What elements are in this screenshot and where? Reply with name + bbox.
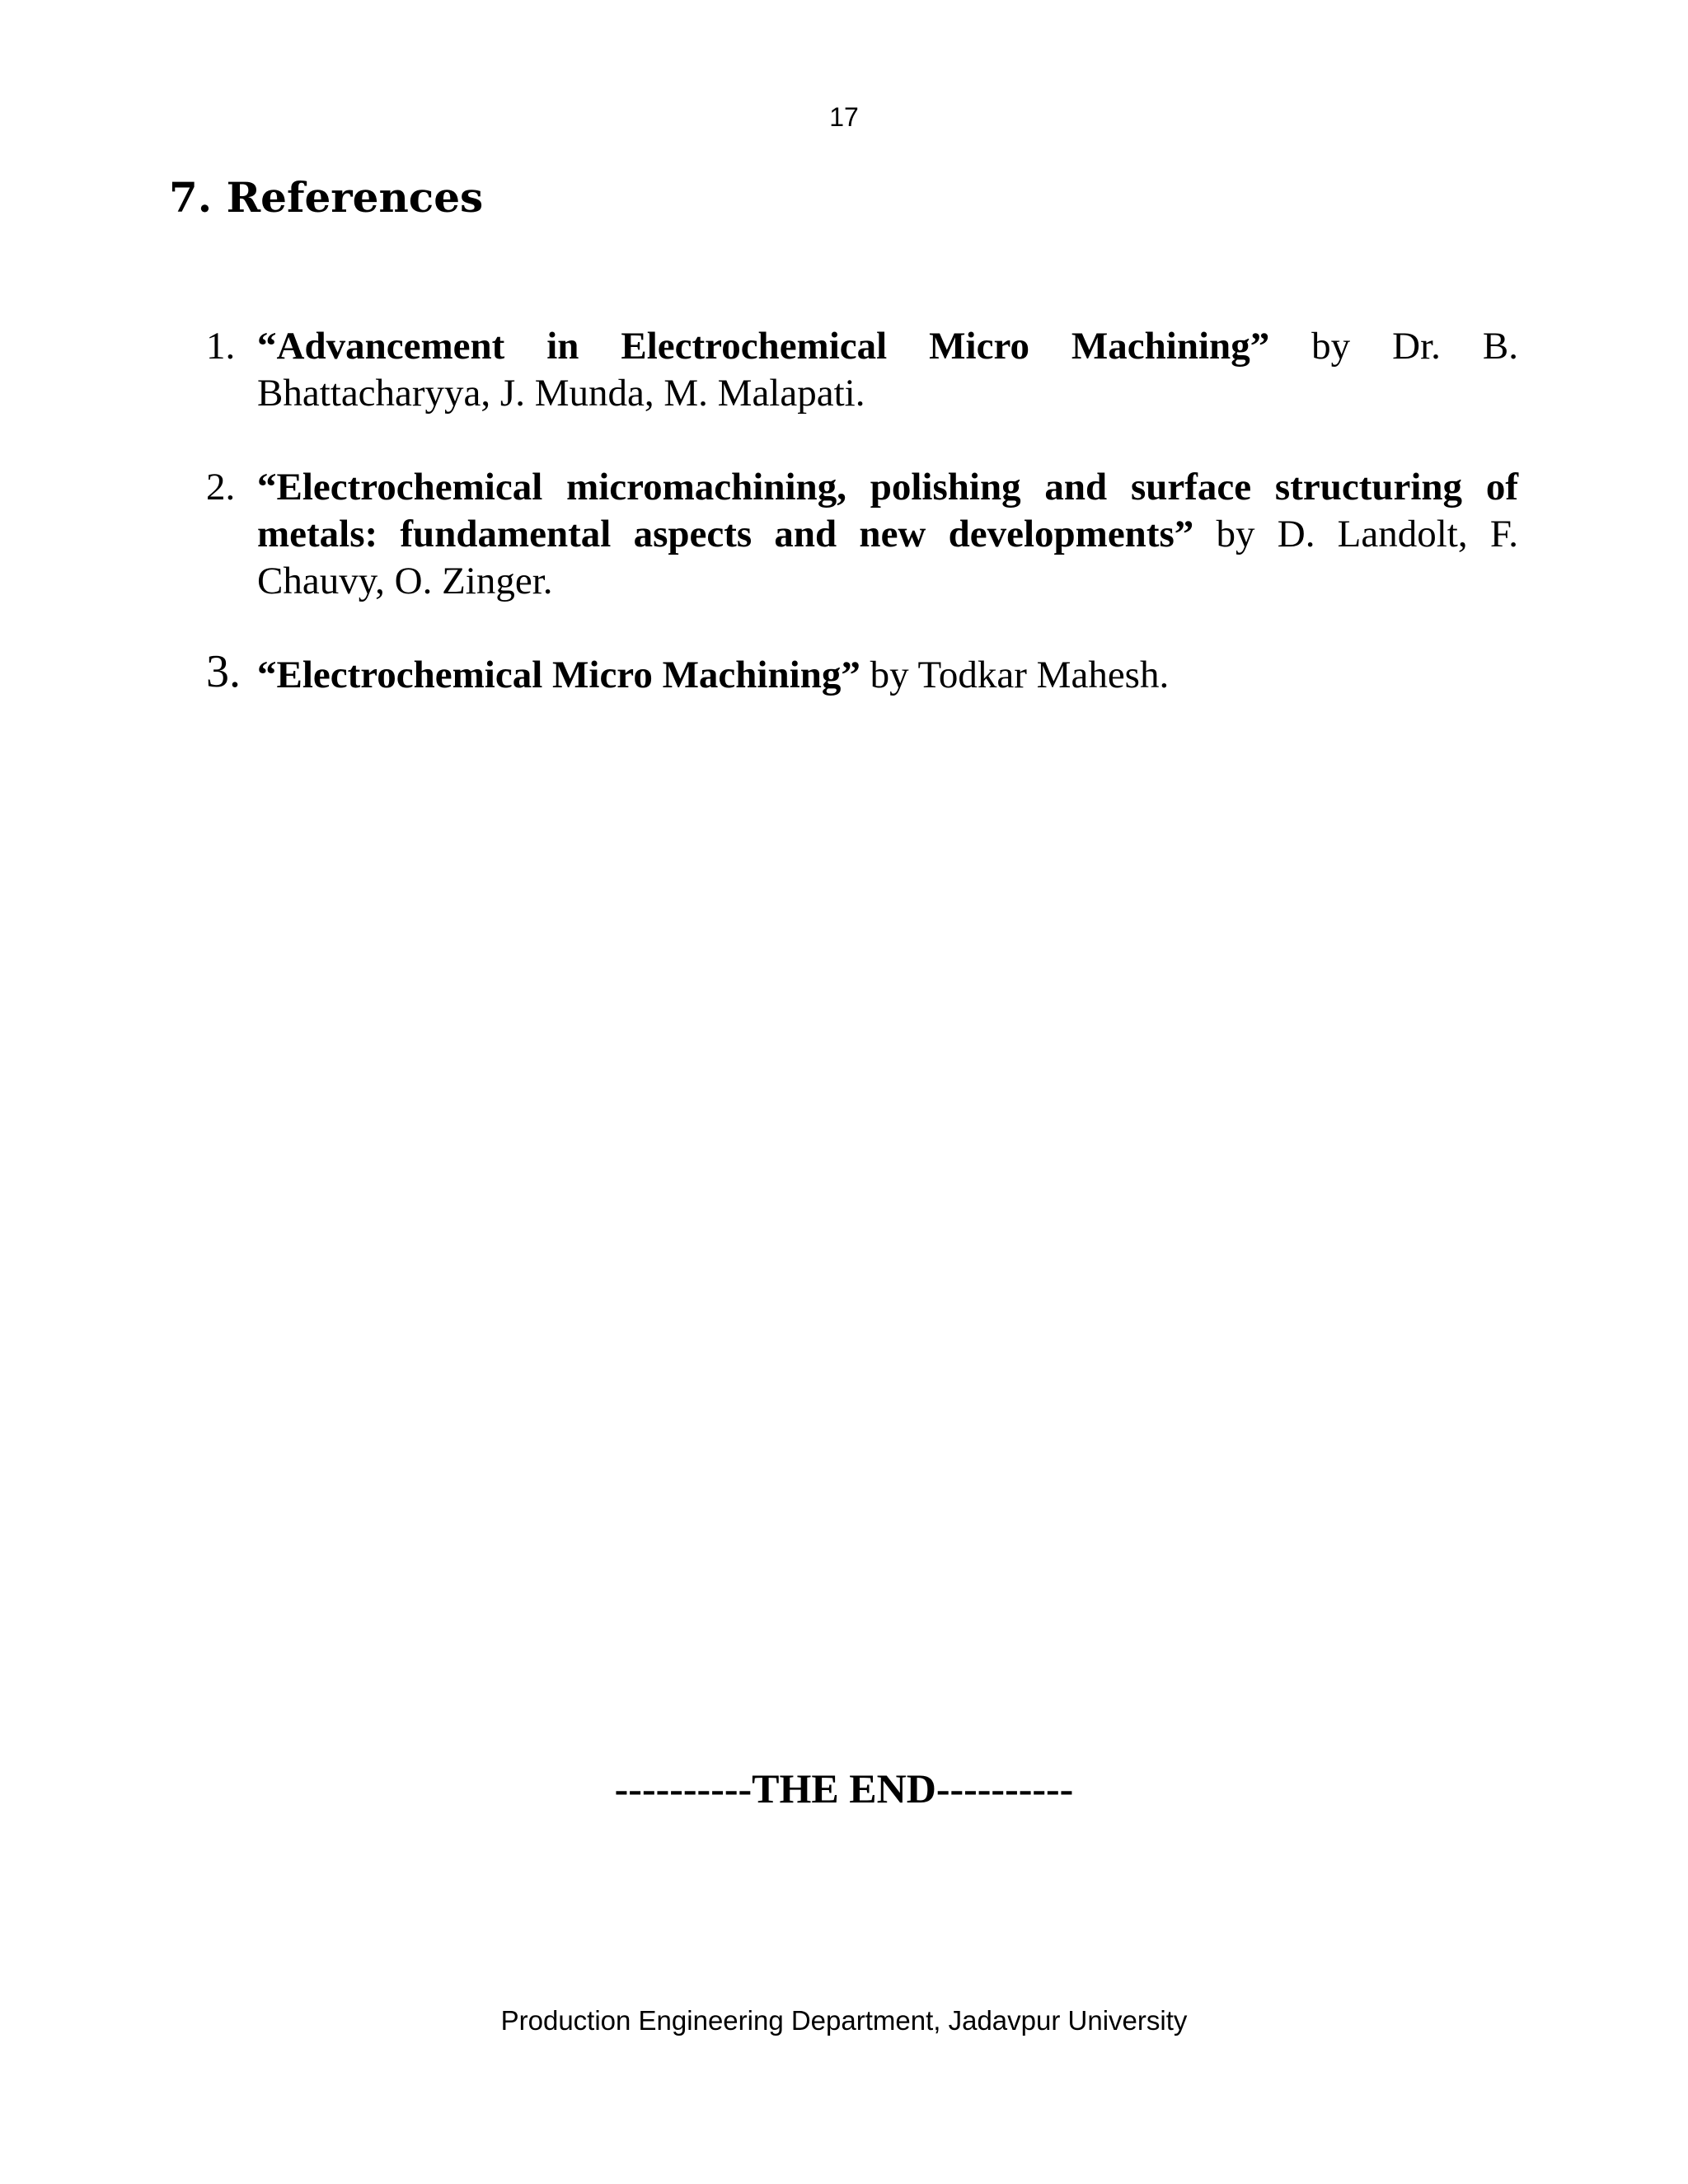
reference-authors: by Todkar Mahesh. xyxy=(860,654,1170,696)
reference-title: “Electrochemical micromachining, polishing and surface structuring of metals: fundamental aspects and new developments” xyxy=(257,466,1518,555)
reference-number: 1. xyxy=(206,325,236,368)
reference-list xyxy=(190,323,1518,699)
page-number: 17 xyxy=(829,102,859,132)
end-marker: ----------THE END---------- xyxy=(614,1765,1074,1811)
page-footer: Production Engineering Department, Jadavpur University xyxy=(500,2005,1188,2036)
reference-title: “Electrochemical Micro Machining” xyxy=(257,654,860,696)
reference-title: “Advancement in Electrochemical Micro Machining” xyxy=(257,325,1270,368)
reference-authors: by Dr. B. Bhattacharyya, J. Munda, M. Malapati. xyxy=(257,325,1518,415)
reference-number: 2. xyxy=(206,466,236,509)
reference-authors: by D. Landolt, F. Chauvy, O. Zinger. xyxy=(257,513,1518,602)
reference-item xyxy=(190,464,1518,605)
reference-item xyxy=(190,646,1518,699)
section-title: 7. References xyxy=(169,173,484,222)
reference-number: 3. xyxy=(206,646,241,697)
reference-item xyxy=(190,323,1518,417)
